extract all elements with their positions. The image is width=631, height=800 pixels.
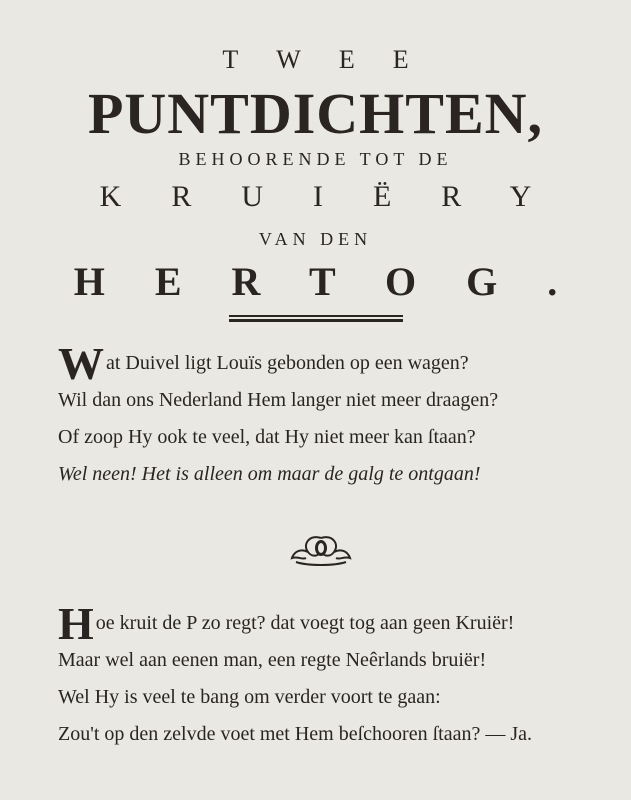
title-van-den: VAN DEN bbox=[258, 229, 373, 249]
poem-two-line-2: Maar wel aan eenen man, een regte Neêrlands bruiër! bbox=[58, 649, 487, 671]
title-hertog: HERTOG. bbox=[73, 259, 608, 304]
poem-one-line-4: Wel neen! Het is alleen om maar de galg te ontgaan! bbox=[58, 463, 481, 485]
fleuron-ornament-icon bbox=[288, 530, 354, 570]
poem-two-line-1 bbox=[58, 598, 598, 649]
poem-one-dropcap: W bbox=[58, 338, 104, 389]
title-puntdichten: PUNTDICHTEN, bbox=[87, 81, 544, 146]
title-kruiery: KRUIËRY bbox=[99, 180, 582, 213]
title-behoorende: BEHOORENDE TOT DE bbox=[178, 149, 453, 169]
poem-one-line-1 bbox=[58, 338, 598, 389]
poem-two-dropcap: H bbox=[58, 598, 94, 649]
title-twee: TWEE bbox=[222, 45, 447, 74]
poem-one bbox=[58, 338, 598, 493]
poem-one-line-2: Wil dan ons Nederland Hem langer niet meer draagen? bbox=[58, 389, 499, 411]
poem-one-line-3: Of zoop Hy ook te veel, dat Hy niet meer kan ſtaan? bbox=[58, 426, 476, 448]
poem-two-line-4: Zou't op den zelvde voet met Hem beſchooren ſtaan? — Ja. bbox=[58, 723, 532, 745]
poem-one-line-1-text: at Duivel ligt Louïs gebonden op een wagen? bbox=[106, 352, 469, 374]
poem-two bbox=[58, 598, 598, 753]
poem-two-line-1-text: oe kruit de P zo regt? dat voegt tog aan geen Kruiër! bbox=[95, 612, 515, 634]
title-rule-divider bbox=[229, 315, 403, 322]
poem-two-line-3: Wel Hy is veel te bang om verder voort te gaan: bbox=[58, 686, 441, 708]
